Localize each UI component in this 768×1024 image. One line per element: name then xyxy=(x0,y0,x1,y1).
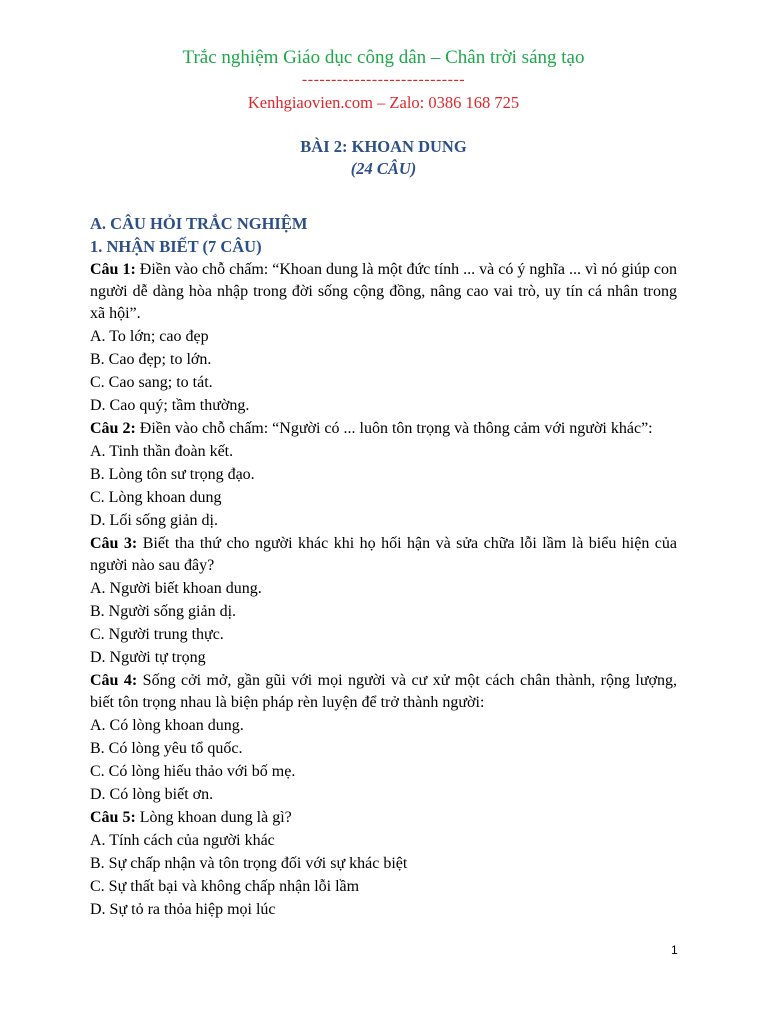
question-label: Câu 5: xyxy=(90,809,136,826)
question-label: Câu 4: xyxy=(90,672,138,689)
document-title: Trắc nghiệm Giáo dục công dân – Chân trời sáng tạo xyxy=(182,47,585,68)
question-text: Điền vào chỗ chấm: “Khoan dung là một đức tính ... và có ý nghĩa ... vì nó giúp con người dễ dàng hòa nhập trong đời sống cộng đồng, nâng cao vai trò, uy tín cá nhân trong xã hội”. xyxy=(90,261,678,322)
answer-option: B. Cao đẹp; to lớn. xyxy=(90,351,212,368)
question-block-1 xyxy=(90,259,677,417)
question-4 xyxy=(90,670,677,714)
answer-option: D. Lối sống giản dị. xyxy=(90,512,218,529)
question-label: Câu 3: xyxy=(90,535,138,552)
answer-option: C. Cao sang; to tát. xyxy=(90,374,213,391)
lesson-title: BÀI 2: KHOAN DUNG xyxy=(300,137,467,156)
question-label: Câu 2: xyxy=(90,420,136,437)
answer-option: D. Người tự trọng xyxy=(90,649,206,666)
answer-option: A. Người biết khoan dung. xyxy=(90,580,262,597)
answer-option: A. Tinh thần đoàn kết. xyxy=(90,443,234,460)
answer-option: A. Có lòng khoan dung. xyxy=(90,717,244,734)
answer-option: B. Sự chấp nhận và tôn trọng đối với sự khác biệt xyxy=(90,855,408,872)
lesson-question-count: (24 CÂU) xyxy=(350,159,417,178)
header-divider: ---------------------------- xyxy=(301,71,466,88)
answer-option: B. Có lòng yêu tổ quốc. xyxy=(90,740,243,757)
question-block-3 xyxy=(90,533,677,669)
section-heading: A. CÂU HỎI TRẮC NGHIỆM xyxy=(90,214,308,233)
question-text: Biết tha thứ cho người khác khi họ hối hận và sửa chữa lỗi lầm là biểu hiện của người nào sau đây? xyxy=(90,535,678,574)
question-label: Câu 1: xyxy=(90,261,136,278)
question-1 xyxy=(90,259,677,325)
answer-option: A. Tính cách của người khác xyxy=(90,832,275,849)
answer-option: A. To lớn; cao đẹp xyxy=(90,328,209,345)
answer-option: D. Sự tỏ ra thỏa hiệp mọi lúc xyxy=(90,901,276,918)
contact-line: Kenhgiaovien.com – Zalo: 0386 168 725 xyxy=(247,93,520,112)
question-2 xyxy=(90,418,677,440)
question-3 xyxy=(90,533,677,577)
question-text: Lòng khoan dung là gì? xyxy=(135,809,292,826)
page-number: 1 xyxy=(671,943,678,957)
answer-option: B. Lòng tôn sư trọng đạo. xyxy=(90,466,255,483)
answer-option: D. Cao quý; tầm thường. xyxy=(90,397,250,414)
answer-option: C. Người trung thực. xyxy=(90,626,224,643)
question-text: Điền vào chỗ chấm: “Người có ... luôn tôn trọng và thông cảm với người khác”: xyxy=(135,420,653,437)
answer-option: C. Sự thất bại và không chấp nhận lỗi lầm xyxy=(90,878,360,895)
question-5 xyxy=(90,807,677,829)
answer-option: C. Có lòng hiếu thảo với bố mẹ. xyxy=(90,763,296,780)
answer-option: D. Có lòng biết ơn. xyxy=(90,786,214,803)
answer-option: C. Lòng khoan dung xyxy=(90,489,222,506)
subsection-heading: 1. NHẬN BIẾT (7 CÂU) xyxy=(90,237,262,256)
document-page xyxy=(90,44,677,921)
question-block-5 xyxy=(90,807,677,921)
question-block-4 xyxy=(90,670,677,806)
question-text: Sống cởi mở, gần gũi với mọi người và cư xử một cách chân thành, rộng lượng, biết tôn trọng nhau là biện pháp rèn luyện để trở thành người: xyxy=(90,672,677,711)
question-block-2 xyxy=(90,418,677,532)
answer-option: B. Người sống giản dị. xyxy=(90,603,237,620)
